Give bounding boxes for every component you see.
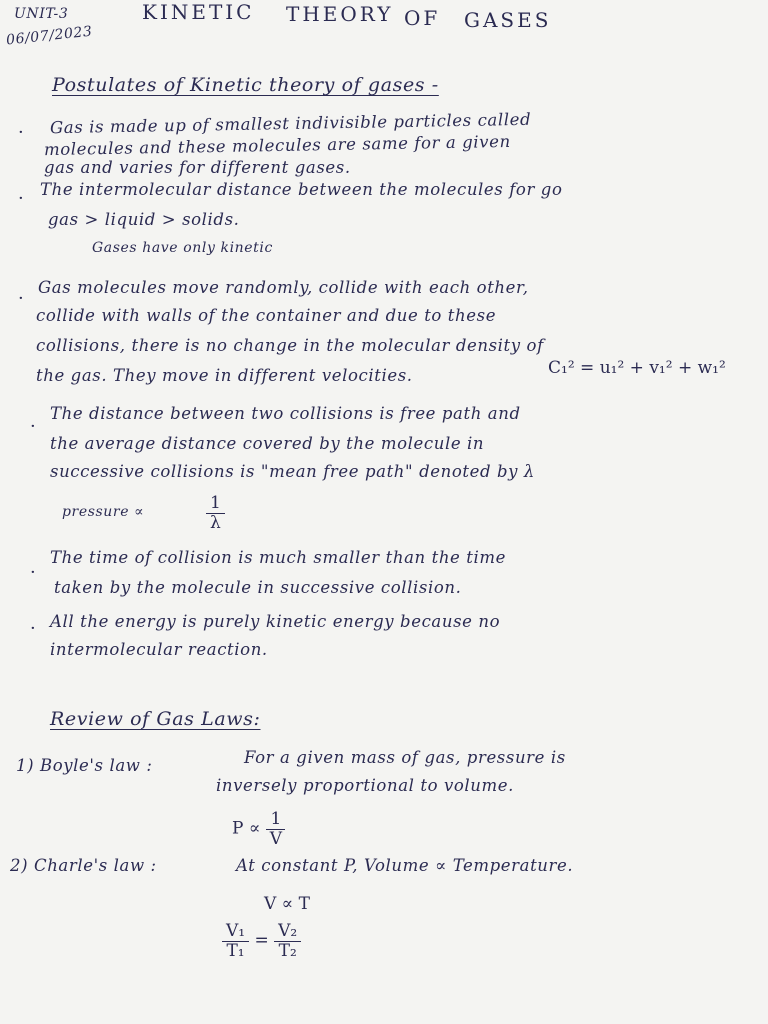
title-word-2: THEORY: [286, 2, 394, 26]
fraction-numerator: V₁: [222, 922, 249, 942]
postulates-heading: Postulates of Kinetic theory of gases -: [52, 74, 439, 96]
fraction-denominator: T₁: [226, 940, 245, 961]
review-heading: Review of Gas Laws:: [50, 708, 261, 730]
title-word-1: KINETIC: [142, 0, 255, 24]
postulate-line: Gas molecules move randomly, collide with each other,: [38, 278, 529, 297]
charles-law-label: 2) Charle's law :: [10, 856, 157, 875]
fraction-denominator: V: [269, 828, 283, 849]
postulate-line: the gas. They move in different velocities.: [36, 366, 413, 385]
charles-law-equation: V ∝ T: [264, 894, 310, 914]
postulate-line: collisions, there is no change in the molecular density of: [36, 336, 544, 355]
date-label: 06/07/2023: [5, 23, 94, 49]
postulate-line: All the energy is purely kinetic energy because no: [50, 612, 501, 631]
charles-law-text: At constant P, Volume ∝ Temperature.: [236, 856, 574, 875]
pressure-relation-fraction: [206, 494, 225, 532]
postulate-line: Gas is made up of smallest indivisible particles called: [49, 109, 532, 138]
unit-label: UNIT-3: [14, 6, 69, 22]
velocity-equation: C₁² = u₁² + v₁² + w₁²: [548, 358, 726, 378]
fraction-numerator: V₂: [274, 922, 301, 942]
postulate-line: collide with walls of the container and due to these: [36, 306, 497, 325]
boyle-law-text: inversely proportional to volume.: [216, 776, 514, 795]
postulate-line: intermolecular reaction.: [50, 640, 268, 659]
bullet-dot: ·: [18, 188, 24, 209]
boyle-law-equation: [232, 810, 286, 848]
bullet-dot: ·: [18, 288, 24, 309]
postulate-line: gas and varies for different gases.: [44, 158, 351, 177]
postulate-line: taken by the molecule in successive collision.: [54, 578, 462, 597]
equation-left: P ∝: [232, 818, 261, 839]
postulate-line: the average distance covered by the molecule in: [50, 434, 485, 453]
charles-ratio-equation: [222, 922, 301, 960]
title-word-3: OF: [404, 6, 441, 30]
fraction-numerator: 1: [206, 494, 225, 514]
postulate-line: The time of collision is much smaller than the time: [50, 548, 506, 567]
fraction-denominator: λ: [210, 512, 221, 533]
equals-sign: =: [254, 930, 269, 951]
postulate-line: The intermolecular distance between the molecules for go: [40, 180, 563, 199]
postulate-line: gas > liquid > solids.: [48, 210, 240, 229]
boyle-law-text: For a given mass of gas, pressure is: [244, 748, 566, 767]
title-word-4: GASES: [464, 8, 552, 32]
postulate-line: successive collisions is "mean free path" denoted by λ: [50, 462, 535, 481]
postulate-note: Gases have only kinetic: [92, 240, 273, 256]
bullet-dot: ·: [30, 416, 36, 437]
boyle-law-label: 1) Boyle's law :: [16, 756, 153, 775]
fraction-denominator: T₂: [278, 940, 297, 961]
bullet-dot: ·: [30, 618, 36, 639]
bullet-dot: ·: [18, 122, 24, 143]
postulate-line: molecules and these molecules are same for a given: [43, 131, 511, 160]
fraction-numerator: 1: [266, 810, 285, 830]
postulate-line: The distance between two collisions is free path and: [50, 404, 521, 423]
pressure-relation-label: pressure ∝: [62, 504, 145, 520]
bullet-dot: ·: [30, 562, 36, 583]
